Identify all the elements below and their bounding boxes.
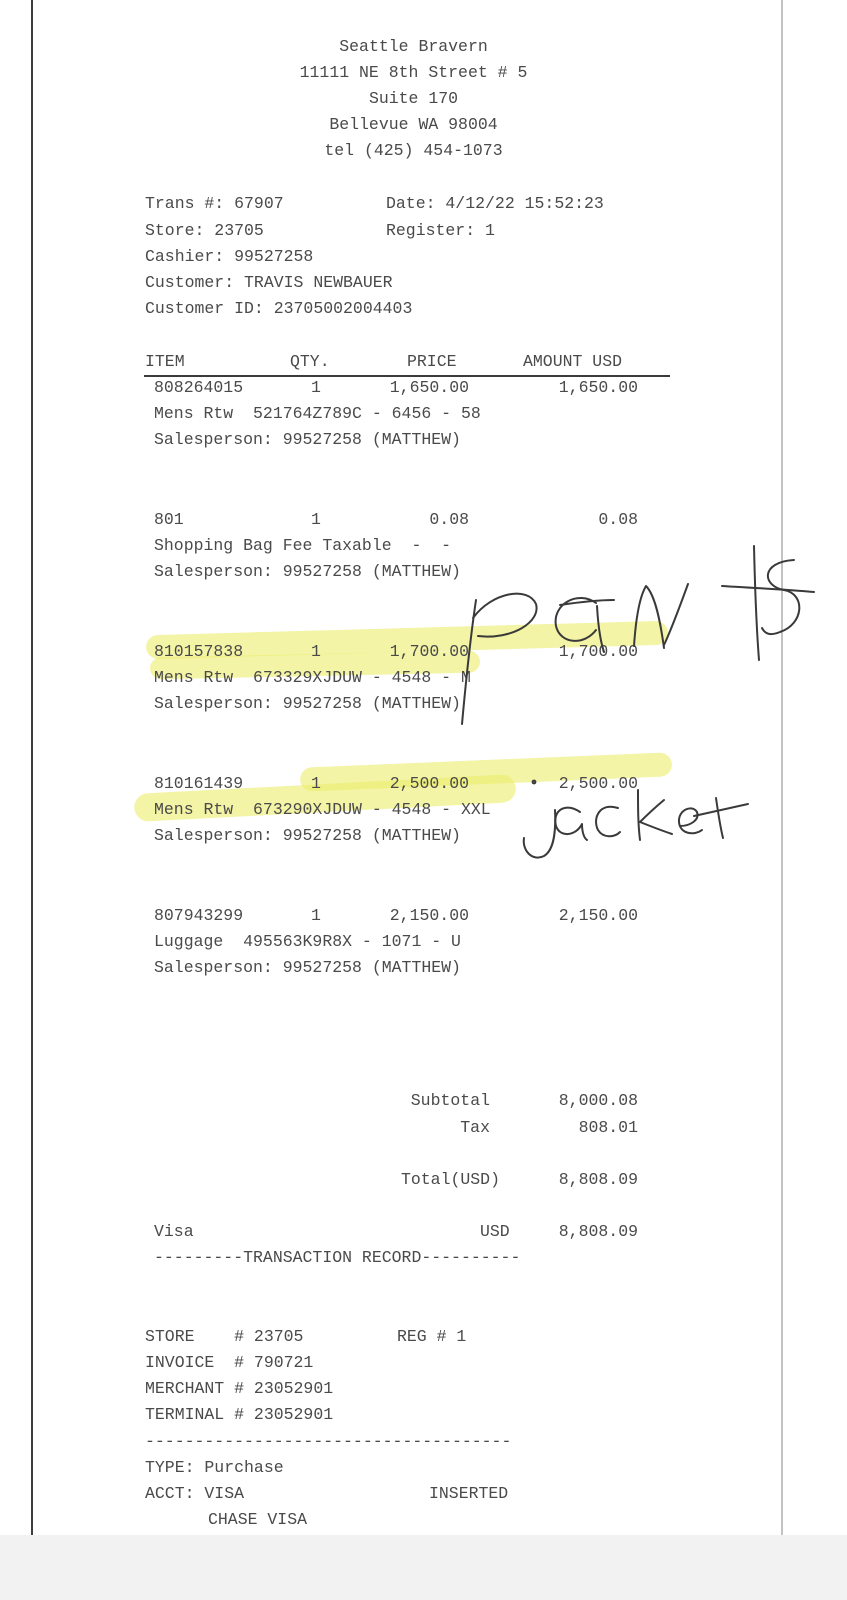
item-qty: 1 — [311, 378, 321, 397]
customer-id: Customer ID: 23705002004403 — [145, 299, 413, 318]
item-price: 0.08 — [429, 510, 469, 529]
record-merchant: MERCHANT # 23052901 — [145, 1379, 334, 1398]
item-salesperson: Salesperson: 99527258 (MATTHEW) — [154, 826, 461, 845]
item-price: 1,700.00 — [389, 642, 469, 661]
item-description: Mens Rtw 521764Z789C - 6456 - 58 — [154, 404, 481, 423]
column-header: ITEM — [145, 352, 185, 371]
tax-label: Tax — [460, 1118, 490, 1137]
payment-method: Visa — [154, 1222, 194, 1241]
item-description: Shopping Bag Fee Taxable - - — [154, 536, 452, 555]
item-description: Mens Rtw 673290XJDUW - 4548 - XXL — [154, 800, 491, 819]
record-type: TYPE: Purchase — [145, 1458, 284, 1477]
item-number: 808264015 — [154, 378, 244, 397]
record-invoice: INVOICE # 790721 — [145, 1353, 314, 1372]
item-amount: 2,500.00 — [558, 774, 638, 793]
item-amount: 1,650.00 — [558, 378, 638, 397]
customer-name: Customer: TRAVIS NEWBAUER — [145, 273, 393, 292]
column-header: AMOUNT USD — [523, 352, 623, 371]
cashier: Cashier: 99527258 — [145, 247, 314, 266]
item-salesperson: Salesperson: 99527258 (MATTHEW) — [154, 958, 461, 977]
item-salesperson: Salesperson: 99527258 (MATTHEW) — [154, 430, 461, 449]
total-value: 8,808.09 — [558, 1170, 638, 1189]
payment-amount: 8,808.09 — [558, 1222, 638, 1241]
trans-number: Trans #: 67907 — [145, 194, 284, 213]
handwritten-word-jacket — [524, 781, 748, 858]
store-city: Bellevue WA 98004 — [329, 115, 498, 134]
item-qty: 1 — [311, 510, 321, 529]
item-amount: 1,700.00 — [558, 642, 638, 661]
store-number: Store: 23705 — [145, 221, 264, 240]
item-price: 2,150.00 — [389, 906, 469, 925]
item-qty: 1 — [311, 642, 321, 661]
register-number: Register: 1 — [386, 221, 495, 240]
item-amount: 2,150.00 — [558, 906, 638, 925]
store-address-line1: 11111 NE 8th Street # 5 — [299, 63, 528, 82]
record-register: REG # 1 — [397, 1327, 467, 1346]
subtotal-value: 8,000.08 — [558, 1091, 638, 1110]
item-description: Mens Rtw 673329XJDUW - 4548 - M — [154, 668, 471, 687]
item-salesperson: Salesperson: 99527258 (MATTHEW) — [154, 694, 461, 713]
item-qty: 1 — [311, 906, 321, 925]
item-number: 810161439 — [154, 774, 244, 793]
store-phone: tel (425) 454-1073 — [324, 141, 503, 160]
tax-value: 808.01 — [578, 1118, 638, 1137]
item-salesperson: Salesperson: 99527258 (MATTHEW) — [154, 562, 461, 581]
item-qty: 1 — [311, 774, 321, 793]
trans-date: Date: 4/12/22 15:52:23 — [386, 194, 604, 213]
total-label: Total(USD) — [400, 1170, 500, 1189]
item-price: 2,500.00 — [389, 774, 469, 793]
record-store: STORE # 23705 — [145, 1327, 304, 1346]
payment-currency: USD — [480, 1222, 510, 1241]
subtotal-label: Subtotal — [410, 1091, 490, 1110]
transaction-record-divider: ---------TRANSACTION RECORD---------- — [154, 1248, 521, 1267]
record-terminal: TERMINAL # 23052901 — [145, 1405, 334, 1424]
item-price: 1,650.00 — [389, 378, 469, 397]
record-divider: ------------------------------------- — [145, 1432, 512, 1451]
record-entry-mode: INSERTED — [429, 1484, 509, 1503]
store-name: Seattle Bravern — [339, 37, 488, 56]
record-account: ACCT: VISA — [145, 1484, 245, 1503]
item-number: 807943299 — [154, 906, 244, 925]
item-number: 801 — [154, 510, 184, 529]
item-amount: 0.08 — [598, 510, 638, 529]
store-address-line2: Suite 170 — [368, 89, 459, 108]
column-header: PRICE — [407, 352, 457, 371]
record-card-name: CHASE VISA — [208, 1510, 308, 1529]
handwritten-word-pants — [462, 546, 814, 724]
item-description: Luggage 495563K9R8X - 1071 - U — [154, 932, 461, 951]
column-header: QTY. — [290, 352, 330, 371]
item-number: 810157838 — [154, 642, 244, 661]
